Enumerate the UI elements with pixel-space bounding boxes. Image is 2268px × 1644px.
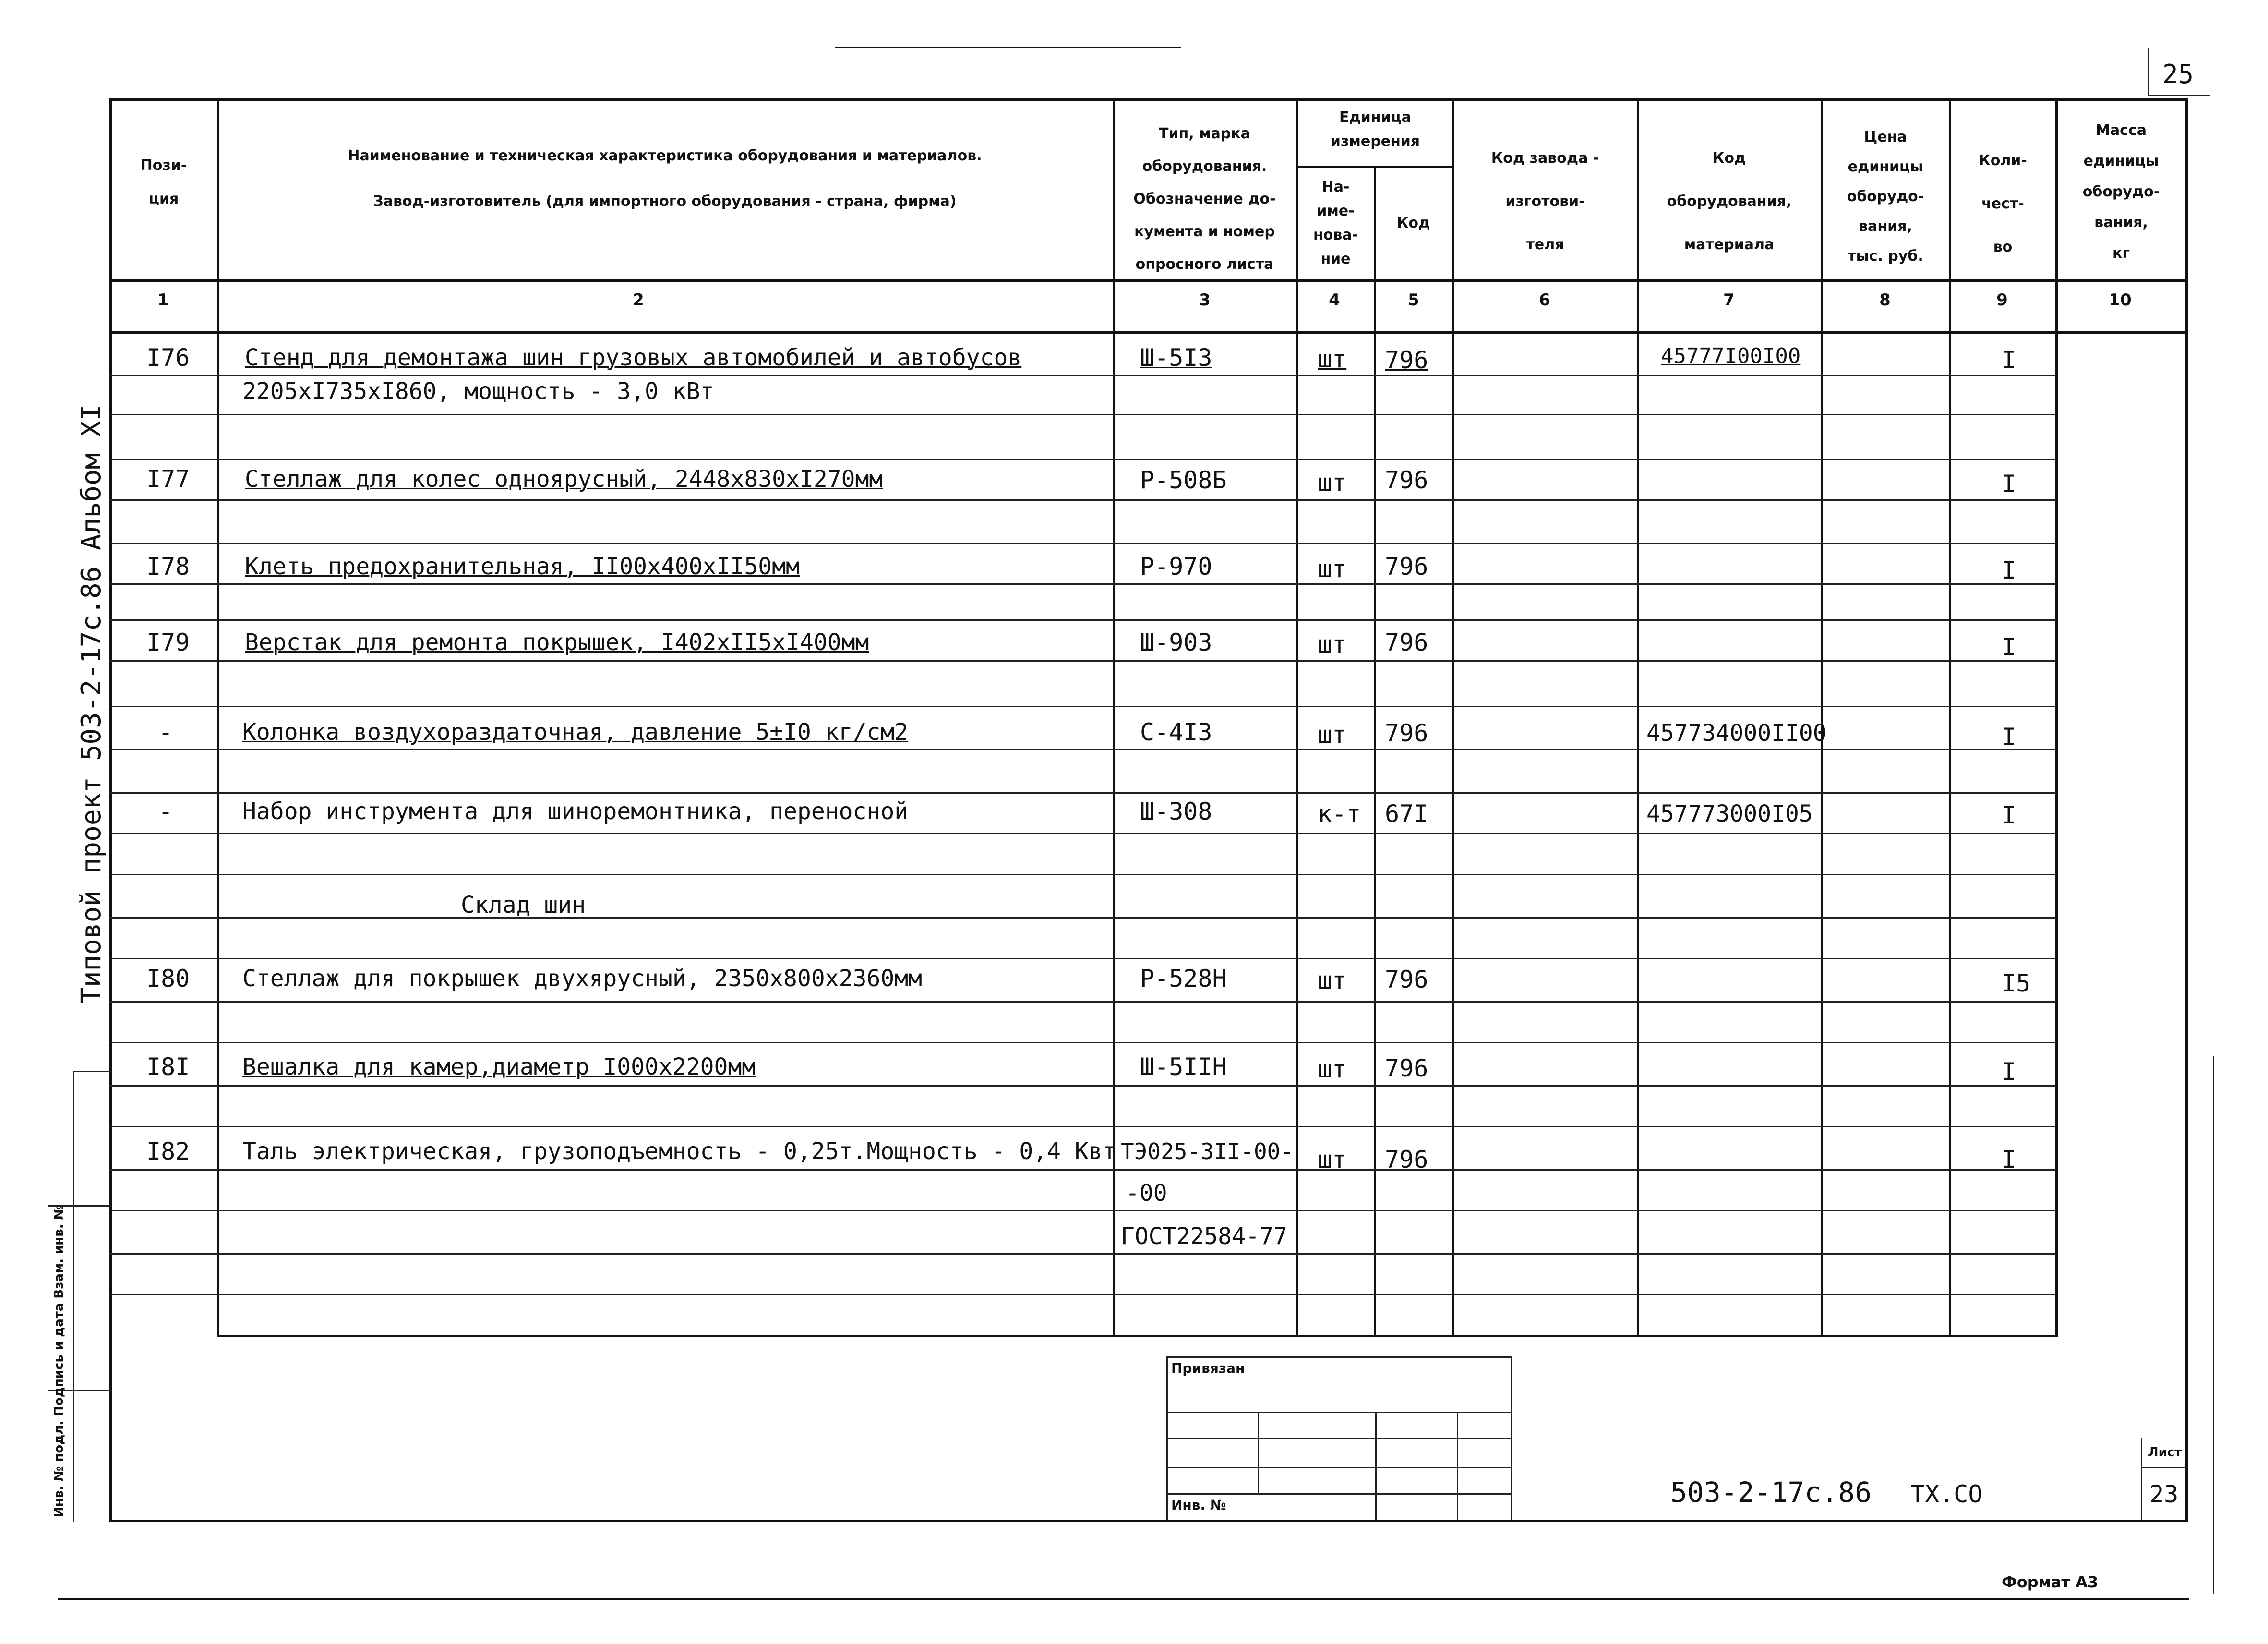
row-toolset-qty: I xyxy=(2002,801,2016,829)
row-182-qty: I xyxy=(2002,1146,2016,1173)
row-179-pos: I79 xyxy=(146,629,190,656)
row-toolset-equip-code: 457773000I05 xyxy=(1646,800,1813,827)
sheet-box-line xyxy=(2141,1467,2186,1468)
title-block-sep xyxy=(1457,1412,1458,1520)
row-179-code: 796 xyxy=(1385,629,1428,656)
colnum-7: 7 xyxy=(1723,290,1735,310)
stamp-strip-right xyxy=(73,1071,74,1522)
stamp-strip-line xyxy=(73,1071,111,1072)
page-number-box-bottom xyxy=(2148,95,2210,96)
row-line xyxy=(109,1294,2056,1295)
stamp-strip-text: Инв. № подл. Подпись и дата Взам. инв. № xyxy=(52,1205,66,1517)
row-180-pos: I80 xyxy=(146,965,190,992)
colnum-5: 5 xyxy=(1408,290,1419,310)
row-177-qty: I xyxy=(2002,470,2016,498)
header-col9: Коли- чест- во xyxy=(1979,152,2027,255)
page-number: 25 xyxy=(2162,59,2194,89)
row-178-name: Клеть предохранительная, II00x400xII50мм xyxy=(245,553,800,580)
row-line xyxy=(109,1085,2056,1087)
sheet-number: 23 xyxy=(2149,1480,2179,1508)
row-181-pos: I8I xyxy=(146,1053,190,1081)
colnum-10: 10 xyxy=(2109,290,2132,310)
row-toolset-code: 67I xyxy=(1385,800,1428,828)
header-col3: Тип, марка оборудования. Обозначение до- кумента и номер опросного листа xyxy=(1133,125,1276,273)
header-unit-group: Единица измерения xyxy=(1330,109,1420,150)
title-block-privyazan: Привязан xyxy=(1171,1360,1245,1376)
row-178-pos: I78 xyxy=(146,553,190,580)
row-181-code: 796 xyxy=(1385,1054,1428,1082)
row-177-code: 796 xyxy=(1385,466,1428,494)
row-177-pos: I77 xyxy=(146,465,190,493)
row-column-qty: I xyxy=(2002,723,2016,751)
row-179-name: Верстак для ремонта покрышек, I402xII5xI400мм xyxy=(245,629,869,656)
row-178-unit: шт xyxy=(1318,555,1347,583)
row-180-unit: шт xyxy=(1318,967,1347,994)
frame-right xyxy=(2185,98,2188,1522)
row-176-qty: I xyxy=(2002,346,2016,374)
row-178-qty: I xyxy=(2002,556,2016,584)
row-182-code: 796 xyxy=(1385,1146,1428,1173)
section-heading-tire-storage: Склад шин xyxy=(461,892,586,919)
col-sep-5 xyxy=(1452,98,1454,1337)
row-line xyxy=(109,619,2056,621)
col-sep-6 xyxy=(1637,98,1639,1337)
title-block-line xyxy=(1166,1438,1512,1439)
row-line xyxy=(109,874,2056,875)
row-column-name: Колонка воздухораздаточная, давление 5±I0 кг/см2 xyxy=(242,719,909,746)
colnum-3: 3 xyxy=(1199,290,1211,310)
col-sep-1 xyxy=(217,98,219,1337)
row-toolset-name: Набор инструмента для шиноремонтника, переносной xyxy=(242,798,909,825)
row-line xyxy=(109,1001,2056,1003)
title-block-sep xyxy=(1375,1412,1377,1520)
colnum-bottom xyxy=(109,331,2185,334)
row-179-unit: шт xyxy=(1318,630,1347,658)
col-sep-9 xyxy=(2055,98,2058,1337)
row-line xyxy=(109,958,2056,959)
frame-bottom xyxy=(109,1520,2188,1522)
colnum-8: 8 xyxy=(1879,290,1891,310)
table-top xyxy=(109,98,2185,101)
title-block-line xyxy=(1166,1467,1512,1468)
colnum-2: 2 xyxy=(633,290,644,310)
row-column-unit: шт xyxy=(1318,721,1347,749)
row-181-unit: шт xyxy=(1318,1055,1347,1083)
row-line xyxy=(109,459,2056,460)
bottom-rule xyxy=(58,1598,2189,1600)
format-label: Формат А3 xyxy=(2002,1573,2099,1591)
doc-suffix: ТХ.СО xyxy=(1910,1480,1983,1508)
unit-group-divider xyxy=(1296,166,1454,168)
sheet-box-left xyxy=(2141,1438,2142,1520)
row-column-code: 796 xyxy=(1385,719,1428,747)
row-182-pos: I82 xyxy=(146,1137,190,1165)
row-line xyxy=(109,1253,2056,1255)
header-col10: Масса единицы оборудо- вания, кг xyxy=(2082,122,2160,262)
row-line xyxy=(109,1042,2056,1043)
title-block-sep xyxy=(1258,1412,1259,1493)
row-181-name: Вешалка для камер,диаметр I000x2200мм xyxy=(242,1053,756,1080)
row-180-type: Р-528Н xyxy=(1140,965,1227,992)
col-sep-8 xyxy=(1949,98,1951,1337)
row-180-code: 796 xyxy=(1385,966,1428,993)
row-column-equip-code: 457734000II00 xyxy=(1646,720,1827,747)
colnum-9: 9 xyxy=(1996,290,2008,310)
header-col8: Цена единицы оборудо- вания, тыс. руб. xyxy=(1847,129,1924,265)
side-project-label: Типовой проект 503-2-17с.86 Альбом XI xyxy=(76,404,107,1003)
row-line xyxy=(109,1210,2056,1211)
row-line xyxy=(109,792,2056,794)
row-toolset-unit: к-т xyxy=(1318,800,1361,828)
colnum-1: 1 xyxy=(157,290,169,310)
right-margin-mark xyxy=(2213,1056,2214,1594)
row-181-type: Ш-5IIН xyxy=(1140,1053,1227,1081)
row-179-type: Ш-903 xyxy=(1140,629,1212,656)
row-178-code: 796 xyxy=(1385,553,1428,580)
row-176-name: Стенд для демонтажа шин грузовых автомобилей и автобусов xyxy=(245,344,1022,371)
header-col6: Код завода - изготови- теля xyxy=(1491,150,1599,253)
row-line xyxy=(109,706,2056,707)
title-block-inv-no: Инв. № xyxy=(1171,1497,1226,1513)
row-176-name-cont: 2205xI735xI860, мощность - 3,0 кВт xyxy=(242,378,714,405)
row-176-code: 796 xyxy=(1385,346,1428,374)
row-toolset-pos: - xyxy=(158,798,173,825)
row-181-qty: I xyxy=(2002,1058,2016,1086)
sheet-label: Лист xyxy=(2148,1445,2182,1460)
row-column-pos: - xyxy=(158,718,173,746)
row-line xyxy=(109,583,2056,585)
row-line xyxy=(109,917,2056,919)
row-line xyxy=(109,749,2056,750)
row-line xyxy=(109,375,2056,376)
row-176-type: Ш-5I3 xyxy=(1140,344,1212,372)
row-180-qty: I5 xyxy=(2002,969,2031,997)
col-sep-3 xyxy=(1296,98,1298,1337)
header-col5: Код xyxy=(1396,215,1430,231)
row-column-type: С-4I3 xyxy=(1140,718,1212,746)
row-line xyxy=(109,414,2056,415)
colnum-4: 4 xyxy=(1329,290,1340,310)
row-177-name: Стеллаж для колес одноярусный, 2448x830xI270мм xyxy=(245,466,883,493)
header-col2-line2: Завод-изготовитель (для импортного оборудования - страна, фирма) xyxy=(373,193,957,210)
row-line xyxy=(109,1169,2056,1171)
title-block-top xyxy=(1166,1356,1512,1358)
top-rule xyxy=(835,47,1181,48)
row-176-equip-code: 45777I00I00 xyxy=(1661,344,1801,368)
row-182-unit: шт xyxy=(1318,1146,1347,1173)
row-177-unit: шт xyxy=(1318,469,1347,496)
row-182-type: ТЭ025-3II-00- xyxy=(1121,1138,1294,1164)
title-block-line xyxy=(1166,1493,1512,1495)
page-number-box-border xyxy=(2148,48,2149,96)
frame-left xyxy=(109,98,112,1522)
row-182-type-cont: -00 xyxy=(1126,1180,1167,1207)
row-179-qty: I xyxy=(2002,633,2016,661)
row-180-name: Стеллаж для покрышек двухярусный, 2350x800x2360мм xyxy=(242,965,923,992)
row-toolset-type: Ш-308 xyxy=(1140,798,1212,825)
table-bottom xyxy=(217,1335,2057,1337)
header-col1: Пози- ция xyxy=(140,157,187,207)
row-182-name: Таль электрическая, грузоподъемность - 0,25т.Мощность - 0,4 Квт xyxy=(242,1138,1116,1165)
row-line xyxy=(109,499,2056,501)
row-182-type-gost: ГОСТ22584-77 xyxy=(1121,1223,1287,1250)
row-176-pos: I76 xyxy=(146,344,190,372)
row-176-unit: шт xyxy=(1318,345,1347,373)
header-col7: Код оборудования, материала xyxy=(1667,150,1792,253)
header-col2-line1: Наименование и техническая характеристика оборудования и материалов. xyxy=(348,147,982,164)
row-line xyxy=(109,660,2056,662)
row-line xyxy=(109,543,2056,544)
doc-code: 503-2-17с.86 xyxy=(1670,1476,1872,1509)
row-line xyxy=(109,1126,2056,1127)
row-178-type: Р-970 xyxy=(1140,553,1212,580)
col-sep-4 xyxy=(1374,166,1376,1337)
row-177-type: Р-508Б xyxy=(1140,466,1227,494)
row-line xyxy=(109,833,2056,834)
colnum-6: 6 xyxy=(1539,290,1550,310)
title-block-line xyxy=(1166,1412,1512,1413)
header-col4: На- име- нова- ние xyxy=(1313,179,1358,267)
col-sep-7 xyxy=(1821,98,1823,1337)
